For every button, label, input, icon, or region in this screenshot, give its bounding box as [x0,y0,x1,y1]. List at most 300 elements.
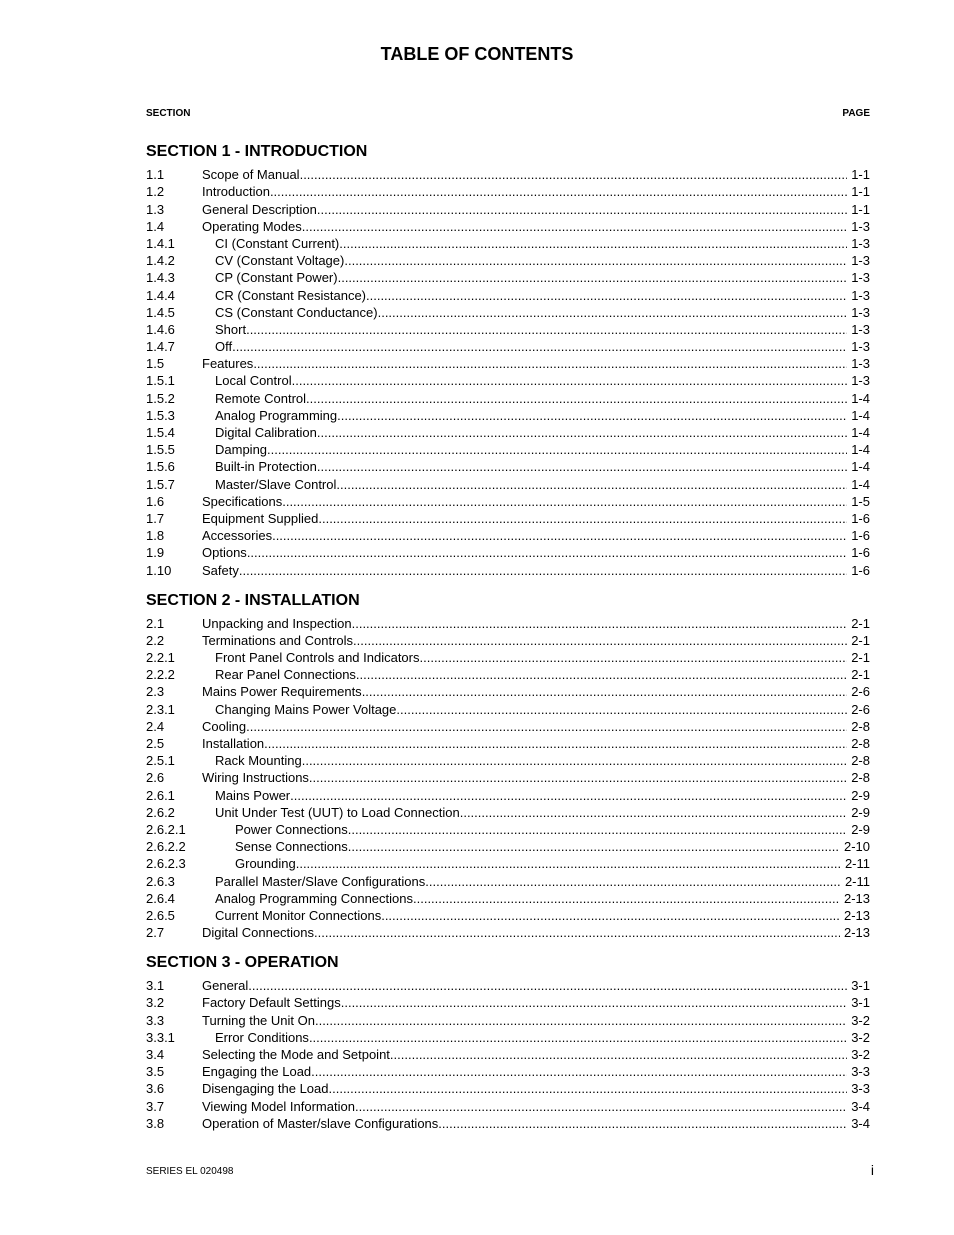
toc-entry [146,407,870,424]
dot-leader [390,1046,847,1063]
toc-entry-page: 1-4 [851,476,870,492]
dot-leader [296,855,841,872]
toc-entry-page: 1-6 [851,528,870,544]
toc-entry-number: 1.6 [146,493,165,509]
toc-entry [146,235,870,252]
dot-leader [442,1115,847,1132]
toc-entry [146,561,870,578]
toc-entry-number: 2.2.2 [146,667,175,683]
toc-entry [146,338,870,355]
toc-entry-page: 2-1 [851,667,870,683]
toc-entry-title: Specifications [202,493,283,509]
toc-entry [146,649,870,666]
toc-entry-body [202,562,847,579]
toc-entry-title: Digital Connections [202,925,315,941]
toc-entry-number: 1.5.7 [146,476,175,492]
toc-entry-body [202,252,847,269]
dot-leader [246,718,847,735]
toc-entry [146,907,870,924]
toc-entry-number: 2.6.4 [146,890,175,906]
toc-entry-title: Installation [202,736,265,751]
toc-entry-number: 2.6.5 [146,907,175,923]
dot-leader [352,615,848,632]
toc-entry-number: 1.4.1 [146,235,175,251]
toc-entry-title: Digital Calibration [215,425,317,440]
dot-leader [348,821,847,838]
toc-entry-body [202,527,847,544]
dot-leader [317,424,847,441]
toc-entry-body [202,424,847,441]
toc-entry-page: 1-4 [851,407,870,423]
toc-entry-title: Grounding [235,856,296,872]
toc-entry-title: Sense Connections [235,839,348,855]
toc-entry-number: 1.4.7 [146,339,175,355]
toc-entry-title: CP (Constant Power) [215,270,338,286]
dot-leader [423,649,847,666]
toc-entry-title: Master/Slave Control [215,476,337,492]
toc-entry-title: Features [202,356,254,372]
toc-entry [146,389,870,406]
toc-entry-body [202,994,847,1011]
toc-entry-page: 1-1 [851,201,870,217]
dot-leader [239,562,847,579]
toc-entry [146,200,870,217]
toc-entry-number: 1.9 [146,545,165,561]
toc-entry [146,1115,870,1132]
toc-entry [146,493,870,510]
toc-entry-number: 1.4.5 [146,304,175,320]
toc-entry-number: 1.4.2 [146,253,175,269]
toc-entry-number: 1.5.3 [146,407,175,423]
toc-entry [146,218,870,235]
toc-entry-page: 2-8 [851,736,870,751]
toc-entry-page: 1-4 [851,390,870,406]
toc-entry-body [202,977,847,994]
toc-entry-title: Rack Mounting [215,753,302,769]
dot-leader [318,510,847,527]
toc-entry [146,718,870,735]
toc-entry [146,615,870,632]
dot-leader [292,372,848,389]
toc-entry-title: General Description [202,201,317,217]
toc-entry-title: Options [202,545,247,561]
toc-entry-title: Unit Under Test (UUT) to Load Connection [215,804,460,820]
toc-entry-number: 2.3.1 [146,701,175,717]
toc-entry [146,424,870,441]
dot-leader [282,493,847,510]
toc-entry [146,1011,870,1028]
dot-leader [336,476,847,493]
dot-leader [309,769,847,786]
toc-entry-number: 1.1 [146,167,165,183]
toc-entry-page: 1-3 [851,321,870,337]
toc-entry [146,821,870,838]
toc-entry [146,769,870,786]
toc-entry-page: 1-6 [851,510,870,526]
dot-leader [460,804,847,821]
toc-entry [146,166,870,183]
dot-leader [300,166,848,183]
toc-entry-body [202,287,847,304]
toc-entry-title: Introduction [202,184,270,200]
dot-leader [341,994,847,1011]
dot-leader [247,544,847,561]
toc-entry-title: Safety [202,562,239,578]
toc-entry-body [202,407,847,424]
dot-leader [355,1098,847,1115]
toc-entry-page: 1-4 [851,442,870,458]
toc-entry-number: 2.5.1 [146,753,175,769]
toc-entry-title: Off [215,339,233,355]
dot-leader [232,338,847,355]
toc-entry-body [202,321,847,338]
toc-entry-title: Disengaging the Load [202,1081,329,1097]
toc-entry-page: 3-2 [851,1029,870,1045]
toc-entry-body [202,1046,847,1063]
toc-entry [146,683,870,700]
toc-entry-number: 3.6 [146,1081,165,1097]
toc-entry-page: 2-6 [851,684,870,700]
toc-entry [146,804,870,821]
toc-entry-number: 1.7 [146,510,165,526]
toc-entry-number: 3.3.1 [146,1029,175,1045]
section-heading: SECTION 2 - INSTALLATION [146,591,360,609]
toc-entry-title: Rear Panel Connections. [215,667,360,683]
toc-entry-number: 1.2 [146,184,165,200]
toc-entry-body [202,769,847,786]
toc-entry-title: Short [215,321,247,337]
toc-entry [146,304,870,321]
toc-entry-number: 1.4.6 [146,321,175,337]
toc-entry-body [202,821,847,838]
toc-entry-body [202,649,847,666]
toc-entry [146,1046,870,1063]
dot-leader [366,287,847,304]
dot-leader [306,390,847,407]
toc-entry-body [202,907,840,924]
toc-entry-page: 1-3 [851,253,870,269]
toc-entry [146,752,870,769]
toc-entry-title: CI (Constant Current). [215,235,343,251]
toc-entry [146,994,870,1011]
toc-entry-body [202,804,847,821]
toc-entry [146,1063,870,1080]
toc-entry-body [202,1115,847,1132]
toc-entry-number: 1.4.4 [146,287,175,303]
toc-entry-number: 3.4 [146,1047,165,1062]
toc-entry-title: General [202,978,249,994]
toc-entry-page: 1-3 [851,373,870,389]
toc-entry-body [202,924,840,941]
toc-entry [146,700,870,717]
dot-leader [396,701,847,718]
toc-entry [146,527,870,544]
toc-entry-title: Operation of Master/slave Configurations. [202,1115,442,1131]
toc-entry [146,838,870,855]
toc-entry [146,372,870,389]
toc-entry-page: 2-11 [844,873,870,889]
toc-entry [146,510,870,527]
dot-leader [272,527,847,544]
toc-entry-title: Damping [215,442,268,458]
toc-entry-body [202,510,847,527]
toc-entry-body [202,735,847,752]
toc-entry-number: 2.2.1 [146,650,175,666]
toc-entry-title: Error Conditions [215,1029,309,1045]
toc-entry-page: 2-13 [843,890,870,906]
toc-entry-number: 2.6.3 [146,873,175,889]
toc-entry-title: CR (Constant Resistance) [215,287,366,303]
toc-entry-number: 2.6.2 [146,804,175,820]
toc-entry-body [202,787,847,804]
toc-entry-page: 1-6 [851,562,870,578]
toc-entry-body [202,338,847,355]
toc-entry [146,977,870,994]
toc-entry-number: 2.2 [146,632,165,648]
toc-entry-title: Selecting the Mode and Setpoint [202,1047,390,1062]
toc-entry-number: 1.3 [146,201,165,217]
toc-entry-body [202,372,847,389]
toc-entry-page: 1-3 [851,287,870,303]
toc-entry [146,1029,870,1046]
toc-entry-body [202,390,847,407]
section-heading: SECTION 1 - INTRODUCTION [146,143,368,160]
footer-document-id: SERIES EL 020498 [146,1166,234,1177]
toc-entry-number: 2.7 [146,925,165,941]
dot-leader [246,321,847,338]
toc-entry-number: 1.5.6 [146,459,175,475]
toc-entry-page: 3-2 [851,1047,870,1062]
toc-entry-body [202,304,847,321]
toc-entry-number: 3.2 [146,995,165,1011]
toc-entry-page: 1-6 [851,545,870,561]
toc-entry-body [202,544,847,561]
dot-leader [344,252,847,269]
toc-entry-title: Mains Power [215,787,291,803]
toc-entry-title: CV (Constant Voltage) [215,253,345,269]
toc-entry-number: 1.5.4 [146,425,175,440]
toc-entry-page: 3-4 [851,1098,870,1114]
toc-entry-body [202,235,847,252]
dot-leader [290,787,847,804]
toc-entry-number: 2.4 [146,718,165,734]
toc-entry-page: 2-9 [851,821,870,837]
toc-entry [146,252,870,269]
toc-entry-number: 1.4.3 [146,270,175,286]
toc-entry-number: 2.5 [146,736,165,751]
toc-entry-number: 2.6.1 [146,787,175,803]
toc-entry [146,855,870,872]
toc-entry-body [202,666,847,683]
toc-entry-title: Engaging the Load [202,1064,312,1080]
toc-entry-title: Mains Power Requirements [202,684,362,700]
toc-entry-body [202,269,847,286]
dot-leader [302,218,847,235]
toc-entry-body [202,355,847,372]
toc-entry-body [202,701,847,718]
toc-entry [146,890,870,907]
dot-leader [378,304,848,321]
toc-entry-page: 1-3 [851,339,870,355]
toc-entry-number: 2.6.2.1 [146,821,186,837]
page-column-header: PAGE [842,108,870,119]
toc-entry-page: 1-1 [851,184,870,200]
toc-entry-title: Operating Modes [202,218,302,234]
toc-entry-number: 2.1 [146,615,165,631]
toc-entry-title: Local Control [215,373,292,389]
toc-entry-page: 3-2 [851,1012,870,1028]
toc-entry-page: 1-3 [851,270,870,286]
dot-leader [315,1012,847,1029]
dot-leader [264,735,847,752]
toc-entry-page: 2-1 [851,615,870,631]
toc-entry-page: 1-3 [851,304,870,320]
dot-leader [337,407,847,424]
dot-leader [413,890,840,907]
dot-leader [270,183,847,200]
dot-leader [311,1063,847,1080]
toc-entry-page: 2-9 [851,787,870,803]
toc-entry-number: 1.5.5 [146,442,175,458]
toc-entry-number: 3.1 [146,978,165,994]
dot-leader [338,269,848,286]
toc-entry-page: 3-3 [851,1081,870,1097]
dot-leader [362,683,848,700]
dot-leader [267,441,847,458]
dot-leader [353,632,847,649]
toc-entry-body [202,683,847,700]
dot-leader [381,907,840,924]
toc-entry-number: 2.3 [146,684,165,700]
toc-entry-body [202,458,847,475]
toc-entry-body [202,890,840,907]
dot-leader [253,355,847,372]
dot-leader [329,1080,848,1097]
toc-entry-number: 2.6.2.2 [146,839,186,855]
dot-leader [314,924,840,941]
toc-entry-number: 2.6 [146,770,165,786]
toc-entry-page: 2-13 [843,907,870,923]
toc-entry-body [202,1029,847,1046]
toc-entry-page: 2-13 [843,925,870,941]
toc-entry-title: Cooling [202,718,247,734]
toc-entry-body [202,1098,847,1115]
toc-entry-page: 1-3 [851,235,870,251]
page-title: TABLE OF CONTENTS [380,44,574,64]
toc-entry-page: 3-3 [851,1064,870,1080]
toc-entry-page: 2-1 [851,650,870,666]
toc-entry-number: 1.5.1 [146,373,175,389]
toc-entry-number: 2.6.2.3 [146,856,186,872]
toc-entry [146,321,870,338]
toc-entry-number: 3.3 [146,1012,165,1028]
toc-entry-page: 1-5 [851,493,870,509]
table-of-contents [146,140,870,1132]
toc-entry-body [202,1063,847,1080]
toc-entry-body [202,873,841,890]
toc-entry-page: 1-4 [851,425,870,440]
dot-leader [343,235,847,252]
toc-entry [146,924,870,941]
dot-leader [425,873,841,890]
toc-entry-body [202,1080,847,1097]
toc-entry [146,458,870,475]
toc-entry-title: Built-in Protection [215,459,317,475]
toc-entry-title: Power Connections [235,821,348,837]
toc-entry-number: 3.5 [146,1064,165,1080]
toc-entry-page: 1-4 [851,459,870,475]
toc-entry-body [202,441,847,458]
toc-entry-page: 2-8 [851,770,870,786]
toc-entry-page: 2-9 [851,804,870,820]
toc-entry-body [202,166,847,183]
toc-entry-title: Turning the Unit On [202,1012,315,1028]
toc-entry-body [202,752,847,769]
toc-entry [146,1080,870,1097]
toc-entry-body [202,201,847,218]
toc-entry-page: 2-11 [844,856,870,872]
toc-entry-body [202,838,840,855]
toc-entry-page: 3-1 [851,995,870,1011]
toc-entry-title: Unpacking and Inspection [202,615,352,631]
section-heading: SECTION 3 - OPERATION [146,954,339,972]
toc-entry [146,183,870,200]
toc-entry-body [202,493,847,510]
toc-entry-page: 1-3 [851,356,870,372]
toc-entry-number: 3.7 [146,1098,165,1114]
toc-entry-number: 1.4 [146,218,165,234]
section-column-header: SECTION [146,108,191,119]
toc-entry-title: CS (Constant Conductance) [215,304,378,320]
toc-entry [146,786,870,803]
toc-entry-body [202,855,841,872]
toc-entry-page: 1-3 [851,218,870,234]
toc-entry-page: 3-1 [851,978,870,994]
toc-entry-title: Viewing Model Information [202,1098,355,1114]
toc-entry-page: 3-4 [851,1115,870,1131]
dot-leader [348,838,840,855]
toc-entry [146,269,870,286]
toc-entry-number: 1.5 [146,356,165,372]
toc-entry-body [202,218,847,235]
toc-entry-page: 1-1 [851,167,870,183]
toc-entry [146,1097,870,1114]
toc-entry-page: 2-10 [843,839,870,855]
toc-entry-number: 1.8 [146,528,165,544]
toc-entry-page: 2-6 [851,701,870,717]
toc-entry-number: 3.8 [146,1115,165,1131]
dot-leader [317,458,847,475]
toc-entry [146,475,870,492]
toc-entry-title: Front Panel Controls and Indicators. [215,650,424,666]
toc-entry-title: Current Monitor Connections [215,907,382,923]
toc-entry-page: 2-8 [851,718,870,734]
toc-entry [146,544,870,561]
footer-page-number: i [870,1162,874,1178]
toc-entry-page: 2-8 [851,753,870,769]
toc-entry-body [202,615,847,632]
toc-entry-title: Changing Mains Power Voltage [215,701,397,717]
toc-entry [146,735,870,752]
dot-leader [302,752,847,769]
toc-entry-title: Analog Programming [215,407,338,423]
toc-entry-body [202,632,847,649]
toc-entry-title: Equipment Supplied [202,510,319,526]
dot-leader [360,666,848,683]
toc-entry-title: Parallel Master/Slave Configurations [215,873,426,889]
toc-entry-title: Remote Control [215,390,307,406]
toc-entry-title: Analog Programming Connections [215,890,413,906]
